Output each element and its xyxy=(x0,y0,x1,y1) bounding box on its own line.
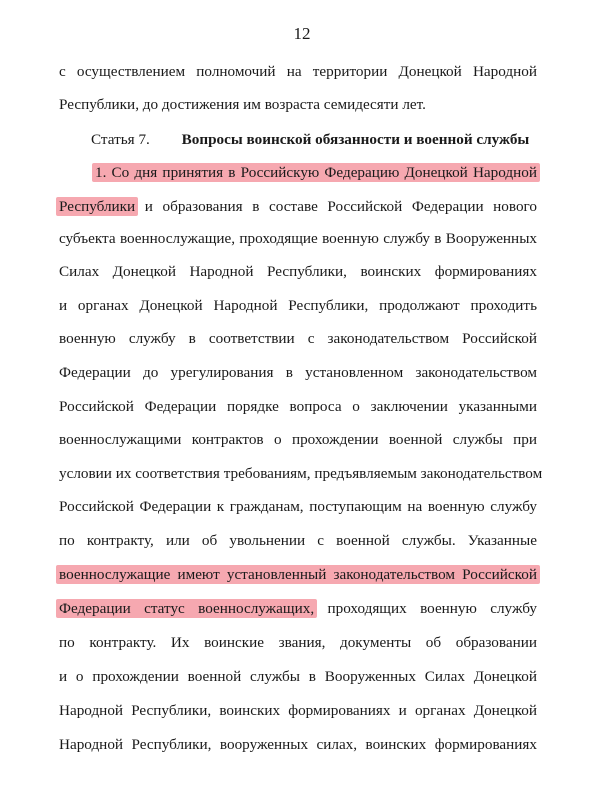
text-line xyxy=(59,430,537,450)
line-text: Силах Донецкой Народной Республики, воинских формированиях xyxy=(59,263,537,280)
line-text: Российской Федерации к гражданам, поступающим на военную службу xyxy=(59,498,537,515)
text-line xyxy=(95,163,537,183)
line-text: Республики, до достижения им возраста семидесяти лет. xyxy=(59,96,426,113)
line-text: и о прохождении военной службы в Вооруженных Силах Донецкой xyxy=(59,668,537,685)
text-line xyxy=(59,363,537,383)
line-text: Народной Республики, воинских формированиях и органах Донецкой xyxy=(59,702,537,719)
text-line xyxy=(59,229,537,249)
line-text: и образования в составе Российской Федерации нового xyxy=(135,198,537,215)
text-line xyxy=(59,62,537,82)
line-text: Народной Республики, вооруженных силах, воинских формированиях xyxy=(59,736,537,753)
line-text: военнослужащими контрактов о прохождении военной службы при xyxy=(59,431,537,448)
line-text: и органах Донецкой Народной Республики, продолжают проходить xyxy=(59,297,537,314)
highlighted-text: военнослужащие имеют установленный законодательством Российской xyxy=(56,565,540,584)
line-text: с осуществлением полномочий на территории Донецкой Народной xyxy=(59,63,537,80)
line-text: субъекта военнослужащие, проходящие военную службу в Вооруженных xyxy=(59,230,537,247)
highlighted-text: Республики xyxy=(56,197,138,216)
text-line xyxy=(59,701,537,721)
text-line xyxy=(59,667,537,687)
line-text: по контракту. Их воинские звания, документы об образовании xyxy=(59,634,537,651)
article-label: Статья 7. xyxy=(91,131,150,148)
text-line xyxy=(59,464,543,484)
line-text: по контракту, или об увольнении с военной службы. Указанные xyxy=(59,532,537,549)
line-text: Федерации до урегулирования в установленном законодательством xyxy=(59,364,537,381)
text-line xyxy=(59,296,537,316)
page-number: 12 xyxy=(293,24,311,43)
text-line xyxy=(59,633,537,653)
text-line xyxy=(59,735,537,755)
highlighted-text: Федерации статус военнослужащих, xyxy=(56,599,317,618)
text-line xyxy=(59,565,537,585)
text-line xyxy=(59,599,537,619)
line-text: Российской Федерации порядке вопроса о заключении указанными xyxy=(59,398,537,415)
line-text: проходящих военную службу xyxy=(314,600,537,617)
text-line xyxy=(59,497,537,517)
text-line xyxy=(59,95,537,115)
text-line xyxy=(59,262,537,282)
text-line xyxy=(59,197,537,217)
line-text: условии их соответствия требованиям, предъявляемым законодательством xyxy=(59,465,543,482)
article-heading xyxy=(91,130,529,150)
text-line xyxy=(59,329,537,349)
text-line xyxy=(59,531,537,551)
text-line xyxy=(59,397,537,417)
article-title: Вопросы воинской обязанности и военной службы xyxy=(181,131,530,148)
highlighted-text: 1. Со дня принятия в Российскую Федерацию Донецкой Народной xyxy=(92,163,540,182)
line-text: военную службу в соответствии с законодательством Российской xyxy=(59,330,537,347)
